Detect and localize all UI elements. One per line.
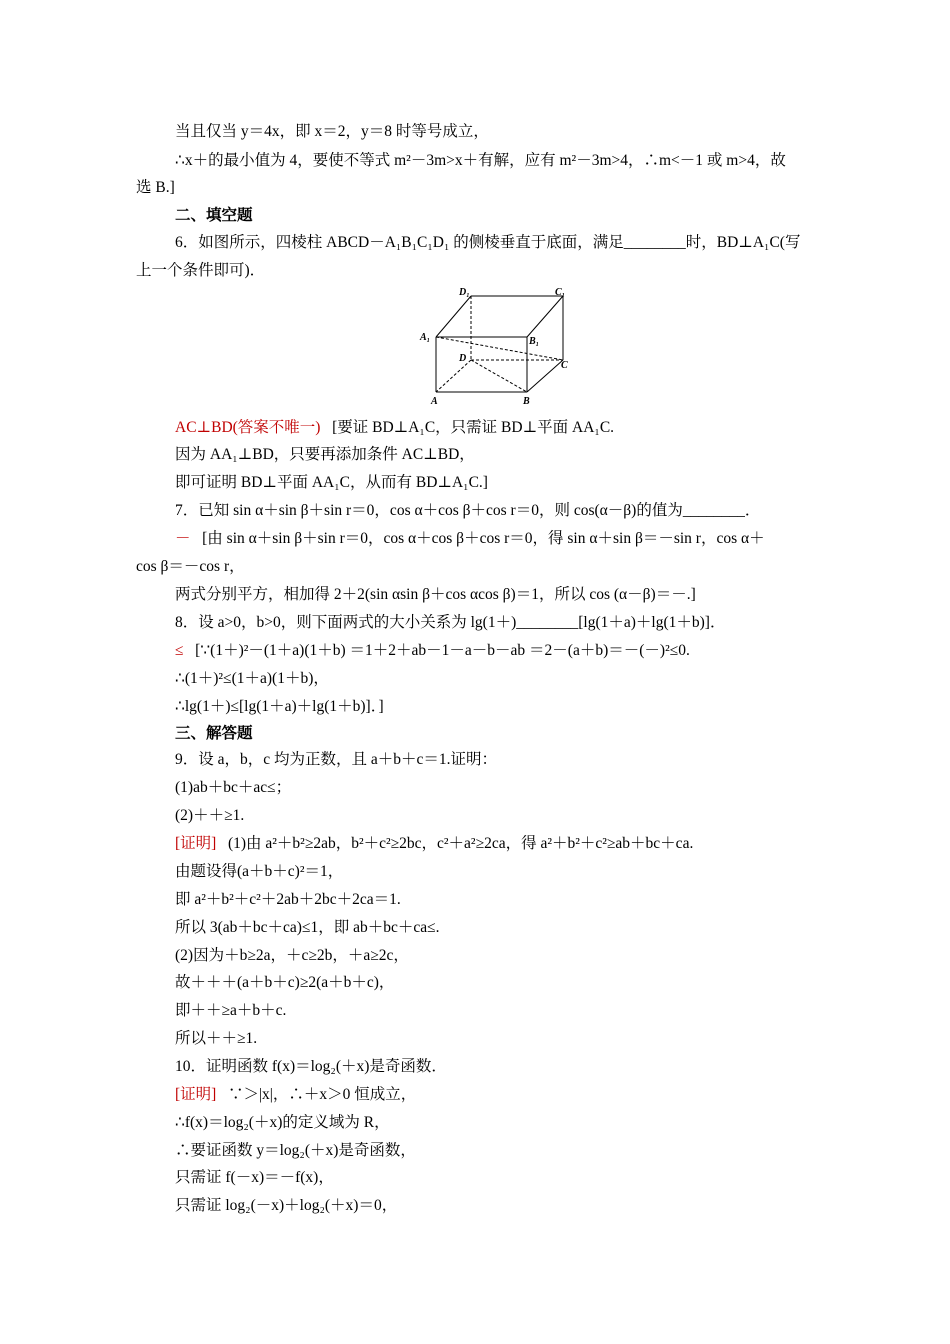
- text-line: 所以 3(ab＋bc＋ca)≤1，即 ab＋bc＋ca≤.: [175, 919, 440, 936]
- answer-label: AC⊥BD(答案不唯一): [175, 419, 321, 436]
- text-line: ∴f(x)＝log₂(＋x)的定义域为 R，: [175, 1114, 390, 1131]
- text-line: 即 a²＋b²＋c²＋2ab＋2bc＋2ca＝1.: [175, 891, 401, 908]
- text-line: 只需证 log₂(－x)＋log₂(＋x)＝0，: [175, 1197, 398, 1214]
- label-a1: A₁: [420, 332, 431, 343]
- text-line: 选 B.]: [136, 179, 175, 196]
- solution-text: (1)由 a²＋b²≥2ab，b²＋c²≥2bc，c²＋a²≥2ca，得 a²＋b²＋c²≥ab＋bc＋ca.: [227, 835, 694, 852]
- solution-text: [要证 BD⊥A₁C，只需证 BD⊥平面 AA₁C.: [332, 419, 615, 436]
- text-line: 所以＋＋≥1.: [175, 1030, 258, 1047]
- answer-8: [175, 641, 690, 661]
- text-line: ∴x＋的最小值为 4，要使不等式 m²－3m>x＋有解，应有 m²－3m>4，∴m<－1 或 m>4，故: [175, 152, 786, 169]
- solution-text: [∵(1＋)²－(1＋a)(1＋b) ＝1＋2＋ab－1－a－b－ab ＝2－(a＋b)＝－(－)²≤0.: [195, 642, 690, 659]
- text-line: 即可证明 BD⊥平面 AA₁C，从而有 BD⊥A₁C.]: [175, 474, 488, 491]
- text-line: (2)＋＋≥1.: [175, 807, 245, 824]
- question-10: 10．证明函数 f(x)＝log₂(＋x)是奇函数．: [175, 1058, 447, 1075]
- text-line: 上一个条件即可)．: [136, 262, 266, 279]
- label-c: C: [561, 360, 568, 371]
- text-line: 故＋＋＋(a＋b＋c)≥2(a＋b＋c)，: [175, 974, 395, 991]
- text-line: 只需证 f(－x)＝－f(x)，: [175, 1169, 334, 1186]
- label-c1: C₁: [555, 287, 566, 298]
- text-line: ∴(1＋)²≤(1＋a)(1＋b)，: [175, 670, 329, 687]
- solution-text: [由 sin α＋sin β＋sin r＝0，cos α＋cos β＋cos r＝0，得 sin α＋sin β＝－sin r，cos α＋: [202, 530, 765, 547]
- text-line: 两式分别平方，相加得 2＋2(sin αsin β＋cos αcos β)＝1，所以 cos (α－β)＝－.]: [175, 586, 696, 603]
- question-6: 6．如图所示，四棱柱 ABCD－A₁B₁C₁D₁ 的侧棱垂直于底面，满足________时，BD⊥A₁C(写: [175, 234, 801, 251]
- text-line: 因为 AA₁⊥BD，只要再添加条件 AC⊥BD，: [175, 446, 475, 463]
- text-line: ∴lg(1＋)≤[lg(1＋a)＋lg(1＋b)]．]: [175, 698, 384, 715]
- section-heading: 三、解答题: [175, 725, 253, 742]
- label-a: A: [431, 396, 438, 407]
- text-line: 由题设得(a＋b＋c)²＝1，: [175, 863, 344, 880]
- proof-9: [175, 834, 693, 854]
- proof-label: [证明]: [175, 1086, 217, 1103]
- solution-text: ∵＞|x|，∴＋x＞0 恒成立，: [227, 1086, 417, 1103]
- text-line: ∴要证函数 y＝log₂(＋x)是奇函数，: [175, 1142, 416, 1159]
- question-7: 7．已知 sin α＋sin β＋sin r＝0，cos α＋cos β＋cos r＝0，则 cos(α－β)的值为________．: [175, 502, 761, 519]
- proof-label: [证明]: [175, 835, 217, 852]
- text-line: cos β＝－cos r，: [136, 558, 245, 575]
- answer-label: －: [175, 530, 191, 547]
- text-line: 当且仅当 y＝4x，即 x＝2，y＝8 时等号成立，: [175, 123, 489, 140]
- prism-figure: [415, 287, 575, 407]
- answer-label: ≤: [175, 642, 184, 659]
- question-9: 9．设 a，b，c 均为正数，且 a＋b＋c＝1.证明：: [175, 751, 498, 768]
- section-heading: 二、填空题: [175, 207, 253, 224]
- text-line: 即＋＋≥a＋b＋c.: [175, 1002, 287, 1019]
- answer-7: [175, 529, 765, 549]
- question-8: 8．设 a>0，b>0，则下面两式的大小关系为 lg(1＋)________[lg(1＋a)＋lg(1＋b)]．: [175, 614, 726, 631]
- label-d1: D₁: [459, 287, 470, 298]
- label-b: B: [523, 396, 530, 407]
- proof-10: [175, 1085, 416, 1105]
- label-b1: B₁: [529, 336, 540, 347]
- text-line: (2)因为＋b≥2a，＋c≥2b，＋a≥2c，: [175, 947, 409, 964]
- text-line: (1)ab＋bc＋ac≤；: [175, 779, 292, 796]
- answer-6: [175, 418, 614, 438]
- label-d: D: [459, 353, 467, 364]
